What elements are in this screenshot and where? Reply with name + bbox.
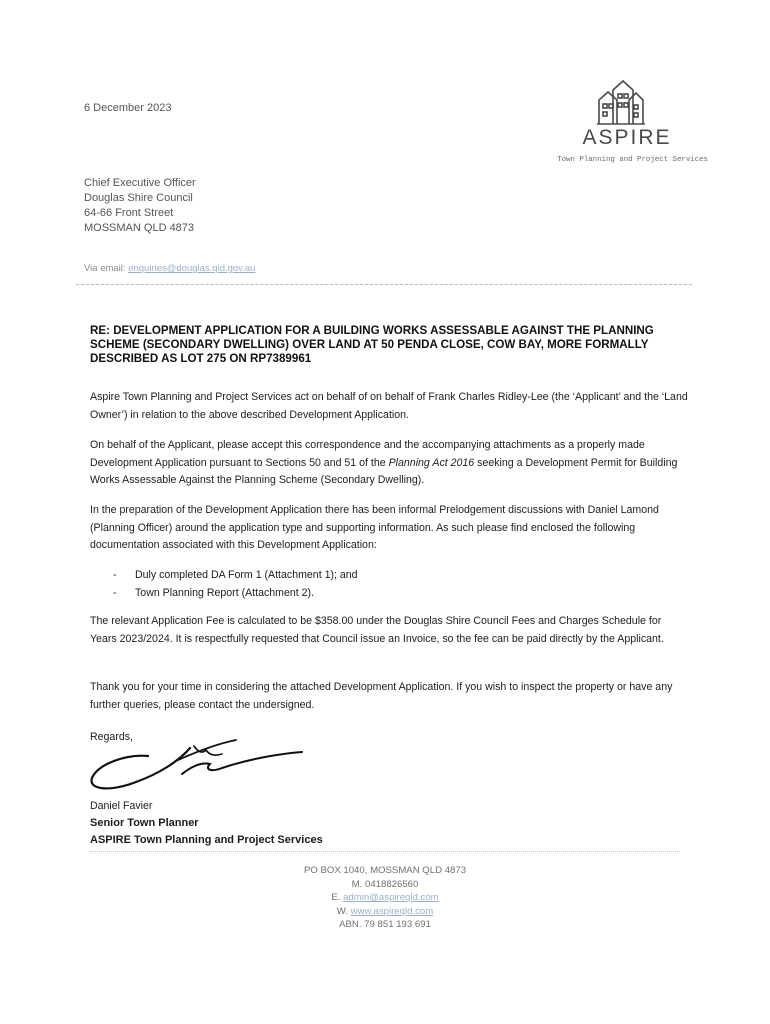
- act-title: Planning Act 2016: [388, 456, 475, 469]
- signatory-organisation: ASPIRE Town Planning and Project Services: [90, 834, 323, 846]
- body-paragraph: The relevant Application Fee is calculated to be $358.00 under the Douglas Shire Council Fees and Charges Schedule for Years 2023/2024. It is respectfully requested that Council issue an Invoice, so the fee can be paid directly by the Applicant.: [90, 615, 664, 645]
- via-email-label: Via email:: [84, 263, 126, 274]
- list-item-text: Town Planning Report (Attachment 2).: [135, 586, 315, 599]
- footer-abn: ABN. 79 851 193 691: [339, 919, 431, 930]
- recipient-line: 64-66 Front Street: [84, 207, 174, 219]
- body-paragraph: [90, 437, 690, 490]
- letter-date: 6 December 2023: [84, 102, 172, 114]
- recipient-email-link[interactable]: enquiries@douglas.qld.gov.au: [128, 263, 256, 274]
- footer-address: PO BOX 1040, MOSSMAN QLD 4873: [303, 865, 467, 876]
- handwritten-signature: [86, 732, 308, 802]
- body-paragraph: Aspire Town Planning and Project Services act on behalf of on behalf of Frank Charles Ridley-Lee (the ‘Applicant’ and the ‘Land Owner’) in relation to the above described Development Application.: [90, 391, 688, 421]
- via-email-line: [84, 263, 255, 274]
- list-item-text: Duly completed DA Form 1 (Attachment 1); and: [135, 569, 358, 581]
- body-paragraph: Thank you for your time in considering the attached Development Application. If you wish to inspect the property or have any further queries, please contact the undersigned.: [90, 681, 673, 711]
- subject-heading: RE: DEVELOPMENT APPLICATION FOR A BUILDING WORKS ASSESSABLE AGAINST THE PLANNING SCHEME (SECONDARY DWELLING) OVER LAND AT 50 PENDA CLOSE, COW BAY, MORE FORMALLY DESCRIBED AS LOT 275 ON RP7389961: [90, 324, 654, 365]
- recipient-line: Douglas Shire Council: [84, 192, 193, 204]
- aspire-logo: [528, 76, 708, 172]
- header-divider: [76, 284, 692, 285]
- list-item: [113, 567, 358, 585]
- list-marker: -: [113, 569, 117, 581]
- list-marker: -: [113, 586, 117, 599]
- logo-wordmark: ASPIRE: [582, 126, 672, 149]
- recipient-line: Chief Executive Officer: [84, 177, 196, 189]
- attachment-list: [113, 567, 358, 602]
- paragraph-text: seeking a Development Permit for Building Works Assessable Against the Planning Scheme (Secondary Dwelling).: [90, 456, 678, 486]
- recipient-line: MOSSMAN QLD 4873: [84, 222, 195, 234]
- footer-email-label: E.: [331, 892, 344, 903]
- footer-web-line: [240, 905, 530, 919]
- footer-web-label: W.: [336, 905, 351, 917]
- regards: Regards,: [90, 731, 133, 743]
- logo-tagline: Town Planning and Project Services: [557, 156, 708, 164]
- body-paragraph: In the preparation of the Development Application there has been informal Prelodgement discussions with Daniel Lamond (Planning Officer) around the application type and supporting information. As such please find enclosed the following documentation associated with this Development Application:: [90, 504, 659, 551]
- signatory-name: Daniel Favier: [90, 800, 153, 812]
- footer-website-link[interactable]: www.aspireqld.com: [350, 905, 434, 917]
- list-item: [113, 585, 358, 603]
- footer-email-link[interactable]: admin@aspireqld.com: [343, 892, 439, 903]
- footer-email-line: [240, 891, 530, 905]
- signatory-title: Senior Town Planner: [90, 817, 199, 829]
- footer-divider: [90, 851, 680, 852]
- paragraph-text: On behalf of the Applicant, please accept this correspondence and the accompanying attachments as a properly made Development Application pursuant to Sections 50 and 51 of the: [90, 439, 645, 469]
- recipient-address: [84, 176, 196, 236]
- letter-footer: [240, 864, 530, 932]
- footer-mobile: M. 0418826560: [351, 878, 419, 890]
- houses-logo-icon: [596, 76, 646, 126]
